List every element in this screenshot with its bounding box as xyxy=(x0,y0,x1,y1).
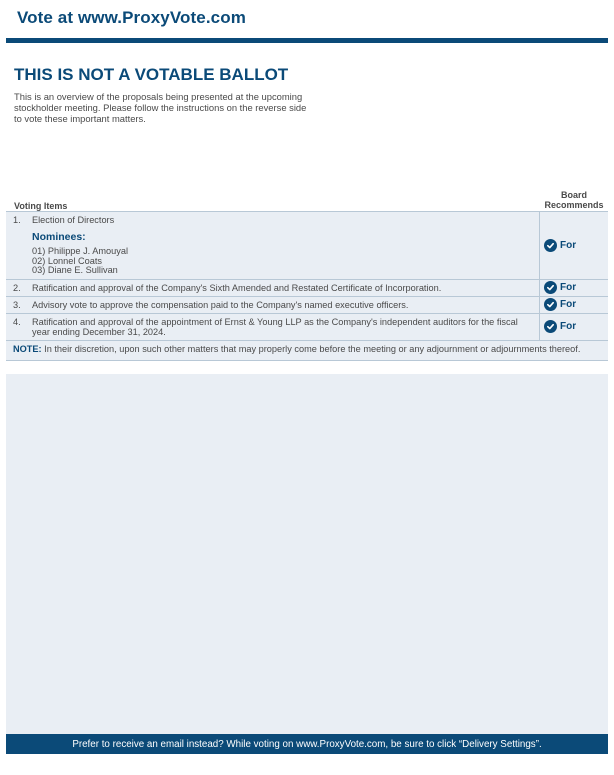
voting-item-row xyxy=(6,212,608,280)
item-number: 4. xyxy=(13,316,21,327)
voting-item-cell xyxy=(6,212,540,279)
notice-intro: This is an overview of the proposals being presented at the upcoming stockholder meeting. Please follow the instructions on the reverse side to vote these important matters. xyxy=(14,91,307,124)
recommendation-text: For xyxy=(560,299,577,310)
recommendation-text: For xyxy=(560,282,577,293)
footer-banner xyxy=(6,734,608,754)
recommendation-cell xyxy=(540,314,608,340)
blank-panel xyxy=(6,374,608,734)
column-header-voting-items: Voting Items xyxy=(14,201,68,211)
column-header-board-line2: Recommends xyxy=(544,200,604,210)
voting-item-row xyxy=(6,297,608,314)
notice-headline: THIS IS NOT A VOTABLE BALLOT xyxy=(14,65,289,84)
voting-item-row xyxy=(6,280,608,297)
voting-item-cell xyxy=(6,280,540,296)
footer-text: Prefer to receive an email instead? While voting on www.ProxyVote.com, be sure to click “Delivery Settings”. xyxy=(72,738,542,750)
check-circle-icon xyxy=(544,239,557,252)
voting-items-table xyxy=(6,211,608,361)
column-header-board-line1: Board xyxy=(560,190,587,200)
item-number: 2. xyxy=(13,282,21,293)
voting-item-row xyxy=(6,314,608,341)
item-text: Election of Directors xyxy=(32,215,115,225)
check-circle-icon xyxy=(544,320,557,333)
check-circle-icon xyxy=(544,298,557,311)
nominee-item: 03) Diane E. Sullivan xyxy=(32,265,118,275)
item-text: Ratification and approval of the appointment of Ernst & Young LLP as the Company's independent auditors for the fiscal year ending December 31, 2024. xyxy=(32,316,518,337)
voting-item-cell xyxy=(6,297,540,313)
check-circle-icon xyxy=(544,281,557,294)
recommendation-text: For xyxy=(560,239,577,251)
header-divider xyxy=(6,38,608,43)
note-label: NOTE: xyxy=(13,343,42,354)
nominees-title: Nominees: xyxy=(32,231,86,243)
recommendation-cell xyxy=(540,280,608,296)
item-text: Ratification and approval of the Company's Sixth Amended and Restated Certificate of Incorporation. xyxy=(32,282,442,293)
item-text-block xyxy=(32,215,535,276)
nominee-item: 02) Lonnel Coats xyxy=(32,255,102,266)
item-text: Advisory vote to approve the compensation paid to the Company's named executive officers. xyxy=(32,299,409,310)
note-text: In their discretion, upon such other matters that may properly come before the meeting or any adjournment or adjournments thereof. xyxy=(41,343,581,354)
recommendation-cell xyxy=(540,212,608,279)
column-header-board-recommends xyxy=(540,190,608,210)
item-number: 1. xyxy=(13,215,21,225)
voting-item-cell xyxy=(6,314,540,340)
note-block xyxy=(6,341,608,361)
page-header-title: Vote at www.ProxyVote.com xyxy=(17,8,246,27)
recommendation-text: For xyxy=(560,321,577,332)
recommendation-cell xyxy=(540,297,608,313)
nominee-item: 01) Philippe J. Amouyal xyxy=(32,246,129,256)
item-number: 3. xyxy=(13,299,21,310)
